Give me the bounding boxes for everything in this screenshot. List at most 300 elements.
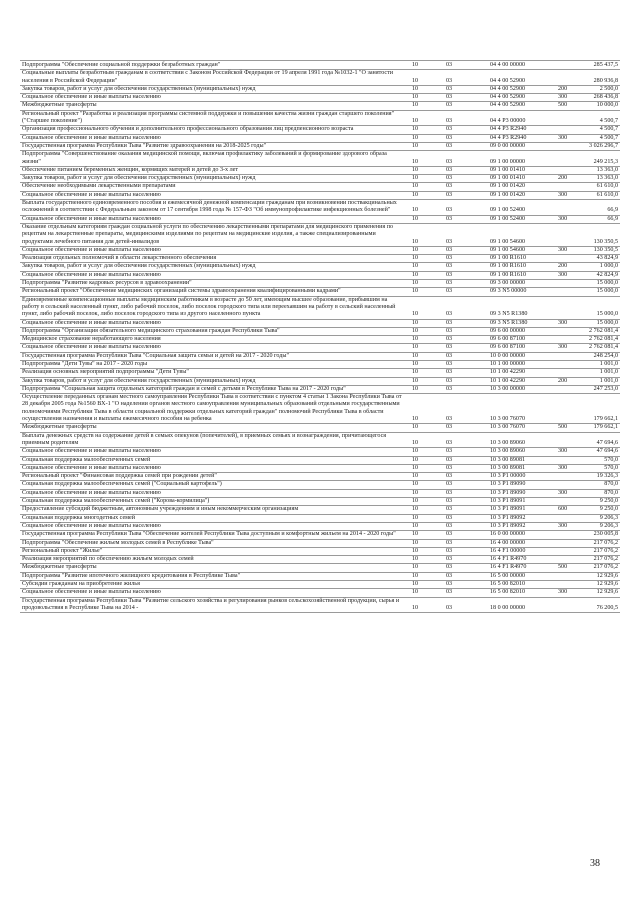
- row-section-code: 10: [412, 158, 419, 165]
- row-section-code: 10: [412, 344, 419, 351]
- row-name: Региональный проект "Финансовая поддержка семей при рождении детей": [22, 473, 217, 480]
- page-number: 38: [590, 858, 600, 869]
- row-target-code: 10 3 00 00000: [490, 385, 526, 392]
- row-name: Региональный проект "Жилье": [22, 547, 103, 554]
- table-row: [20, 369, 620, 377]
- row-target-code: 09 3 N5 R1380: [490, 311, 528, 318]
- row-subsection-code: 03: [446, 506, 453, 513]
- row-subsection-code: 03: [446, 572, 453, 579]
- row-section-code: 10: [412, 271, 419, 278]
- row-amount: 47 694,6: [596, 448, 618, 455]
- row-amount: 130 350,5: [593, 246, 618, 253]
- row-subsection-code: 03: [446, 271, 453, 278]
- row-subsection-code: 03: [446, 581, 453, 587]
- row-expense-type: 600: [558, 506, 568, 513]
- row-subsection-code: 03: [446, 489, 453, 496]
- row-target-code: 09 6 00 87100: [490, 336, 526, 343]
- row-name: Социальное обеспечение и иные выплаты населению: [22, 319, 161, 326]
- row-target-code: 04 4 00 52900: [490, 77, 526, 84]
- row-section-code: 10: [412, 439, 419, 446]
- row-name: Государственная программа Республики Тыва "Развитие здравоохранения на 2018-2025 годы": [22, 142, 267, 149]
- row-amount: 4 500,7: [599, 126, 618, 133]
- row-subsection-code: 03: [446, 514, 453, 521]
- row-name: Единовременные компенсационные выплаты медицинским работникам в возрасте до 50 лет, имеющим высшее образование, прибывшим на работу в сельский населенный пункт, либо рабочий поселок, либо поселок городского типа или переехавшим на работу в сельский населенный пункт, либо рабочий поселок, либо поселок городского типа из другого населенного пункта: [22, 296, 396, 318]
- row-target-code: 10 3 00 89081: [490, 464, 526, 471]
- row-subsection-code: 03: [446, 352, 453, 359]
- row-subsection-code: 03: [446, 280, 453, 287]
- row-target-code: 16 4 F1 00000: [490, 547, 526, 554]
- row-section-code: 10: [412, 288, 419, 295]
- row-subsection-code: 03: [446, 238, 453, 245]
- row-name: Закупка товаров, работ и услуг для обеспечения государственных (муниципальных) нужд: [22, 175, 256, 182]
- table-row: [20, 457, 620, 465]
- row-name: Социальное обеспечение и иные выплаты населению: [22, 134, 161, 141]
- row-subsection-code: 03: [446, 166, 453, 173]
- row-name: Государственная программа Республики Тыва "Развитие сельского хозяйства и регулирования рынков сельскохозяйственной продукции, сырья и продовольствия в Республике Тыва на 2014 -: [22, 597, 400, 611]
- row-amount: 4 500,7: [599, 118, 618, 125]
- row-name: Обеспечение необходимыми лекарственными препаратами: [22, 183, 176, 190]
- row-section-code: 10: [412, 175, 419, 182]
- row-amount: 15 000,0: [596, 280, 618, 287]
- row-name: Субсидии гражданам на приобретение жилья: [22, 581, 140, 587]
- row-expense-type: 300: [558, 271, 568, 278]
- row-target-code: 16 0 00 00000: [490, 531, 526, 538]
- row-subsection-code: 03: [446, 311, 453, 318]
- row-amount: 870,0: [604, 481, 618, 488]
- row-name: Социальная поддержка малообеспеченных семей ("Корова-кормилица"): [22, 498, 210, 505]
- row-amount: 9 250,0: [599, 506, 618, 513]
- row-subsection-code: 03: [446, 336, 453, 343]
- row-amount: 15 000,0: [596, 311, 618, 318]
- row-subsection-code: 03: [446, 142, 453, 149]
- table-top-border: [20, 60, 620, 61]
- row-name: Социальное обеспечение и иные выплаты населению: [22, 448, 161, 455]
- table-row: [20, 353, 620, 361]
- row-subsection-code: 03: [446, 385, 453, 392]
- row-target-code: 09 1 00 54600: [490, 246, 526, 253]
- row-amount: 2 762 081,4: [589, 327, 618, 334]
- row-section-code: 10: [412, 207, 419, 214]
- row-target-code: 10 0 00 00000: [490, 352, 526, 359]
- row-section-code: 10: [412, 191, 419, 198]
- row-name: Подпрограмма "Совершенствование оказания медицинской помощи, включая профилактику заболеваний и формирование здорового образа жизни": [22, 151, 387, 165]
- table-row: [20, 465, 620, 473]
- row-section-code: 10: [412, 514, 419, 521]
- row-amount: 12 929,6: [596, 581, 618, 587]
- table-row: [20, 126, 620, 134]
- table-row: [20, 86, 620, 94]
- row-amount: 12 929,6: [596, 589, 618, 596]
- row-target-code: 10 3 00 89060: [490, 448, 526, 455]
- row-expense-type: 300: [558, 344, 568, 351]
- row-expense-type: 500: [558, 424, 568, 431]
- row-amount: 3 026 296,7: [589, 142, 618, 149]
- row-amount: 217 076,2: [593, 564, 618, 571]
- table-row: [20, 135, 620, 143]
- row-subsection-code: 03: [446, 360, 453, 367]
- row-section-code: 10: [412, 134, 419, 141]
- table-row: [20, 556, 620, 564]
- row-subsection-code: 03: [446, 589, 453, 596]
- row-section-code: 10: [412, 556, 419, 563]
- row-name: Подпрограмма "Организация обязательного медицинского страхования граждан Республики Тыва": [22, 327, 280, 334]
- row-amount: 9 206,3: [599, 522, 618, 529]
- row-amount: 13 363,0: [596, 175, 618, 182]
- row-amount: 2 762 081,4: [589, 344, 618, 351]
- row-amount: 1 000,0: [599, 263, 618, 270]
- row-subsection-code: 03: [446, 539, 453, 546]
- row-subsection-code: 03: [446, 175, 453, 182]
- row-amount: 2 762 081,4: [589, 336, 618, 343]
- row-name: Региональный проект "Обеспечение медицинских организаций системы здравоохранения квалифицированными кадрами": [22, 288, 341, 295]
- row-expense-type: 300: [558, 191, 568, 198]
- table-row: [20, 263, 620, 271]
- row-expense-type: 300: [558, 522, 568, 529]
- row-target-code: 09 1 00 01410: [490, 175, 526, 182]
- row-target-code: 10 3 P1 89092: [490, 522, 526, 529]
- row-subsection-code: 03: [446, 564, 453, 571]
- row-amount: 249 215,3: [593, 158, 618, 165]
- row-section-code: 10: [412, 360, 419, 367]
- row-section-code: 10: [412, 142, 419, 149]
- table-row: [20, 111, 620, 127]
- row-amount: 9 250,0: [599, 498, 618, 505]
- table-row: [20, 102, 620, 110]
- row-expense-type: 500: [558, 564, 568, 571]
- row-section-code: 10: [412, 311, 419, 318]
- row-target-code: 09 1 00 R1610: [490, 271, 527, 278]
- row-name: Региональный проект "Разработка и реализация программы системной поддержки и повышения качества жизни граждан старшего поколения" ("Старшее поколение"): [22, 110, 395, 125]
- row-section-code: 10: [412, 572, 419, 579]
- row-name: Закупка товаров, работ и услуг для обеспечения государственных (муниципальных) нужд: [22, 85, 256, 92]
- row-amount: 179 662,1: [593, 424, 618, 431]
- row-target-code: 18 0 00 00000: [490, 604, 526, 611]
- row-section-code: 10: [412, 183, 419, 190]
- table-row: [20, 523, 620, 531]
- table-row: [20, 320, 620, 328]
- row-name: Социальное обеспечение и иные выплаты населению: [22, 94, 161, 101]
- row-subsection-code: 03: [446, 377, 453, 384]
- row-name: Межбюджетные трансферты: [22, 102, 97, 109]
- row-expense-type: 300: [558, 489, 568, 496]
- row-target-code: 09 0 00 00000: [490, 142, 526, 149]
- row-amount: 47 694,6: [596, 439, 618, 446]
- row-target-code: 04 4 00 52900: [490, 102, 526, 109]
- row-section-code: 10: [412, 547, 419, 554]
- table-row: [20, 515, 620, 523]
- row-target-code: 09 6 00 87100: [490, 344, 526, 351]
- row-section-code: 10: [412, 319, 419, 326]
- table-row: [20, 200, 620, 216]
- row-amount: 285 437,5: [593, 62, 618, 68]
- row-name: Организация профессионального обучения и дополнительного профессионального образования лиц предпенсионного возраста: [22, 126, 354, 133]
- row-target-code: 16 5 00 00000: [490, 572, 526, 579]
- row-section-code: 10: [412, 456, 419, 463]
- row-target-code: 04 4 00 52900: [490, 85, 526, 92]
- table-row: [20, 183, 620, 191]
- row-expense-type: 300: [558, 464, 568, 471]
- row-expense-type: 300: [558, 94, 568, 101]
- table-row: [20, 167, 620, 175]
- row-section-code: 10: [412, 604, 419, 611]
- row-section-code: 10: [412, 481, 419, 488]
- row-subsection-code: 03: [446, 481, 453, 488]
- row-name: Социальное обеспечение и иные выплаты населению: [22, 489, 161, 496]
- table-row: [20, 94, 620, 102]
- table-row: [20, 531, 620, 539]
- row-subsection-code: 03: [446, 439, 453, 446]
- row-section-code: 10: [412, 506, 419, 513]
- row-target-code: 10 3 P1 89090: [490, 489, 526, 496]
- row-section-code: 10: [412, 522, 419, 529]
- row-name: Выплата денежных средств на содержание детей в семьях опекунов (попечителей), в приемных семьях и вознаграждения, причитающегося приемным родителям: [22, 432, 387, 446]
- row-subsection-code: 03: [446, 319, 453, 326]
- row-section-code: 10: [412, 215, 419, 222]
- table-row: [20, 598, 620, 614]
- row-amount: 61 610,0: [596, 183, 618, 190]
- table-row: [20, 378, 620, 386]
- row-expense-type: 200: [558, 175, 568, 182]
- table-row: [20, 548, 620, 556]
- row-section-code: 10: [412, 424, 419, 431]
- row-subsection-code: 03: [446, 369, 453, 376]
- row-target-code: 10 1 00 42290: [490, 377, 526, 384]
- row-amount: 10 000,0: [596, 102, 618, 109]
- row-amount: 66,9: [607, 215, 618, 222]
- row-target-code: 16 5 00 82010: [490, 581, 526, 587]
- row-amount: 280 936,8: [593, 77, 618, 84]
- table-row: [20, 481, 620, 489]
- row-section-code: 10: [412, 473, 419, 480]
- row-section-code: 10: [412, 377, 419, 384]
- row-subsection-code: 03: [446, 191, 453, 198]
- row-subsection-code: 03: [446, 416, 453, 423]
- table-row: [20, 540, 620, 548]
- row-subsection-code: 03: [446, 327, 453, 334]
- row-section-code: 10: [412, 238, 419, 245]
- row-amount: 19 326,3: [596, 473, 618, 480]
- row-amount: 130 350,5: [593, 238, 618, 245]
- row-target-code: 09 3 N5 R1380: [490, 319, 528, 326]
- row-amount: 179 662,1: [593, 416, 618, 423]
- row-name: Социальное обеспечение и иные выплаты населению: [22, 215, 161, 222]
- row-subsection-code: 03: [446, 498, 453, 505]
- row-amount: 217 076,2: [593, 547, 618, 554]
- row-subsection-code: 03: [446, 522, 453, 529]
- row-name: Подпрограмма "Развитие ипотечного жилищного кредитования в Республике Тыва": [22, 572, 241, 579]
- row-subsection-code: 03: [446, 126, 453, 133]
- row-expense-type: 300: [558, 448, 568, 455]
- row-target-code: 04 4 00 00000: [490, 62, 526, 68]
- row-amount: 870,0: [604, 489, 618, 496]
- row-name: Государственная программа Республики Тыва "Социальная защита семьи и детей на 2017 - 2020 годы": [22, 352, 289, 359]
- row-section-code: 10: [412, 280, 419, 287]
- row-section-code: 10: [412, 539, 419, 546]
- row-section-code: 10: [412, 589, 419, 596]
- row-subsection-code: 03: [446, 183, 453, 190]
- row-name: Межбюджетные трансферты: [22, 424, 97, 431]
- row-section-code: 10: [412, 352, 419, 359]
- row-section-code: 10: [412, 94, 419, 101]
- row-amount: 217 076,2: [593, 539, 618, 546]
- table-row: [20, 247, 620, 255]
- row-section-code: 10: [412, 336, 419, 343]
- row-name: Реализация основных мероприятий подпрограммы "Дети Тувы": [22, 369, 189, 376]
- row-section-code: 10: [412, 126, 419, 133]
- row-amount: 66,9: [607, 207, 618, 214]
- row-target-code: 09 1 00 54600: [490, 238, 526, 245]
- row-section-code: 10: [412, 369, 419, 376]
- row-target-code: 16 4 00 00000: [490, 539, 526, 546]
- table-row: [20, 328, 620, 336]
- row-expense-type: 300: [558, 246, 568, 253]
- row-name: Подпрограмма "Развитие кадровых ресурсов в здравоохранении": [22, 280, 192, 287]
- row-name: Подпрограмма "Социальная защита отдельных категорий граждан и семей с детьми в Республике Тыва на 2017 - 2020 годы": [22, 385, 346, 392]
- row-section-code: 10: [412, 118, 419, 125]
- row-subsection-code: 03: [446, 62, 453, 68]
- row-expense-type: 300: [558, 134, 568, 141]
- row-subsection-code: 03: [446, 215, 453, 222]
- row-expense-type: 500: [558, 102, 568, 109]
- table-row: [20, 70, 620, 86]
- row-amount: 4 500,7: [599, 134, 618, 141]
- row-name: Подпрограмма "Дети Тувы" на 2017 - 2020 годы: [22, 360, 148, 367]
- table-row: [20, 448, 620, 456]
- row-amount: 9 206,3: [599, 514, 618, 521]
- row-expense-type: 200: [558, 85, 568, 92]
- row-section-code: 10: [412, 102, 419, 109]
- row-section-code: 10: [412, 255, 419, 262]
- row-target-code: 10 3 P1 89090: [490, 481, 526, 488]
- row-expense-type: 300: [558, 215, 568, 222]
- table-row: [20, 490, 620, 498]
- row-amount: 15 000,0: [596, 319, 618, 326]
- row-name: Социальное обеспечение и иные выплаты населению: [22, 522, 161, 529]
- row-name: Реализация отдельных полномочий в области лекарственного обеспечения: [22, 255, 217, 262]
- row-section-code: 10: [412, 489, 419, 496]
- row-section-code: 10: [412, 498, 419, 505]
- table-row: [20, 192, 620, 200]
- row-expense-type: 300: [558, 589, 568, 596]
- row-target-code: 09 3 N5 00000: [490, 288, 527, 295]
- row-name: Социальное обеспечение и иные выплаты населению: [22, 246, 161, 253]
- table-row: [20, 506, 620, 514]
- table-row: [20, 424, 620, 432]
- row-subsection-code: 03: [446, 255, 453, 262]
- row-amount: 61 610,0: [596, 191, 618, 198]
- row-target-code: 10 3 P1 89092: [490, 514, 526, 521]
- row-target-code: 16 4 F1 R4970: [490, 556, 527, 563]
- row-amount: 217 076,2: [593, 556, 618, 563]
- row-section-code: 10: [412, 166, 419, 173]
- row-section-code: 10: [412, 416, 419, 423]
- row-target-code: 16 4 F1 R4970: [490, 564, 527, 571]
- row-subsection-code: 03: [446, 448, 453, 455]
- row-section-code: 10: [412, 246, 419, 253]
- row-amount: 248 254,0: [593, 352, 618, 359]
- row-name: Межбюджетные трансферты: [22, 564, 97, 571]
- row-name: Реализация мероприятий по обеспечению жильем молодых семей: [22, 556, 194, 563]
- table-row: [20, 216, 620, 224]
- table-row: [20, 272, 620, 280]
- row-subsection-code: 03: [446, 118, 453, 125]
- row-name: Социальное обеспечение и иные выплаты населению: [22, 271, 161, 278]
- row-amount: 13 363,0: [596, 166, 618, 173]
- row-section-code: 10: [412, 62, 419, 68]
- row-name: Закупка товаров, работ и услуг для обеспечения государственных (муниципальных) нужд: [22, 263, 256, 270]
- row-amount: 230 005,8: [593, 531, 618, 538]
- row-amount: 1 001,0: [599, 377, 618, 384]
- row-subsection-code: 03: [446, 531, 453, 538]
- row-target-code: 10 3 00 89060: [490, 439, 526, 446]
- row-subsection-code: 03: [446, 424, 453, 431]
- row-target-code: 16 5 00 82010: [490, 589, 526, 596]
- row-name: Социальная поддержка многодетных семей: [22, 514, 135, 521]
- row-target-code: 09 3 00 00000: [490, 280, 526, 287]
- row-subsection-code: 03: [446, 207, 453, 214]
- row-target-code: 10 3 00 76070: [490, 424, 526, 431]
- row-target-code: 09 1 00 52400: [490, 215, 526, 222]
- row-amount: 15 000,0: [596, 288, 618, 295]
- row-section-code: 10: [412, 385, 419, 392]
- row-amount: 268 436,8: [593, 94, 618, 101]
- row-target-code: 09 1 00 01420: [490, 183, 526, 190]
- row-subsection-code: 03: [446, 556, 453, 563]
- row-section-code: 10: [412, 327, 419, 334]
- row-amount: 42 824,9: [596, 271, 618, 278]
- row-name: Медицинское страхование неработающего населения: [22, 336, 161, 343]
- row-subsection-code: 03: [446, 288, 453, 295]
- row-name: Социальное обеспечение и иные выплаты населению: [22, 589, 161, 596]
- row-section-code: 10: [412, 531, 419, 538]
- row-subsection-code: 03: [446, 604, 453, 611]
- row-target-code: 09 6 00 00000: [490, 327, 526, 334]
- table-row: [20, 151, 620, 167]
- row-target-code: 10 1 00 42290: [490, 369, 526, 376]
- row-amount: 2 500,0: [599, 85, 618, 92]
- row-amount: 12 929,6: [596, 572, 618, 579]
- row-subsection-code: 03: [446, 473, 453, 480]
- row-target-code: 10 3 P1 89091: [490, 498, 526, 505]
- row-target-code: 09 1 00 01410: [490, 166, 526, 173]
- row-name: Предоставление субсидий бюджетным, автономным учреждениям и иным некоммерческим организациям: [22, 506, 299, 513]
- row-subsection-code: 03: [446, 344, 453, 351]
- row-name: Выплата государственного единовременного пособия и ежемесячной денежной компенсации гражданам при возникновении поствакцинальных осложнений в соответствии с Федеральным законом от 17 сентября 1998 года № 157-ФЗ "Об иммунопрофилактике инфекционных болезней": [22, 200, 397, 214]
- row-expense-type: 200: [558, 263, 568, 270]
- row-target-code: 04 4 P3 R2940: [490, 134, 527, 141]
- row-target-code: 10 3 P1 00000: [490, 473, 526, 480]
- row-amount: 1 001,0: [599, 360, 618, 367]
- row-target-code: 10 3 00 89081: [490, 456, 526, 463]
- table-row: [20, 573, 620, 581]
- row-section-code: 10: [412, 464, 419, 471]
- table-row: [20, 288, 620, 296]
- row-target-code: 10 3 00 76070: [490, 416, 526, 423]
- budget-table: [20, 62, 620, 613]
- row-target-code: 04 4 P3 R2940: [490, 126, 527, 133]
- table-row: [20, 297, 620, 320]
- row-expense-type: 300: [558, 319, 568, 326]
- row-subsection-code: 03: [446, 547, 453, 554]
- row-name: Социальное обеспечение и иные выплаты населению: [22, 464, 161, 471]
- row-name: Социальное обеспечение и иные выплаты населению: [22, 191, 161, 198]
- row-subsection-code: 03: [446, 77, 453, 84]
- row-name: Социальная поддержка малообеспеченных семей: [22, 456, 151, 463]
- row-name: Осуществление переданных органам местного самоуправления Республики Тыва в соответствии с пунктом 4 статьи 1 Закона Республики Тыва от 28 декабря 2005 года №1560 ВХ-1 "О наделении органов местного самоуправления муниципальных образований отдельными государственными полномочиями Республики Тыва в области социальной поддержки отдельных категорий граждан" полномочий Республики Тыва в области осуществления назначения и выплаты ежемесячного пособия на ребенка: [22, 394, 402, 423]
- row-amount: 570,0: [604, 464, 618, 471]
- row-amount: 570,0: [604, 456, 618, 463]
- row-target-code: 09 1 00 R1610: [490, 263, 527, 270]
